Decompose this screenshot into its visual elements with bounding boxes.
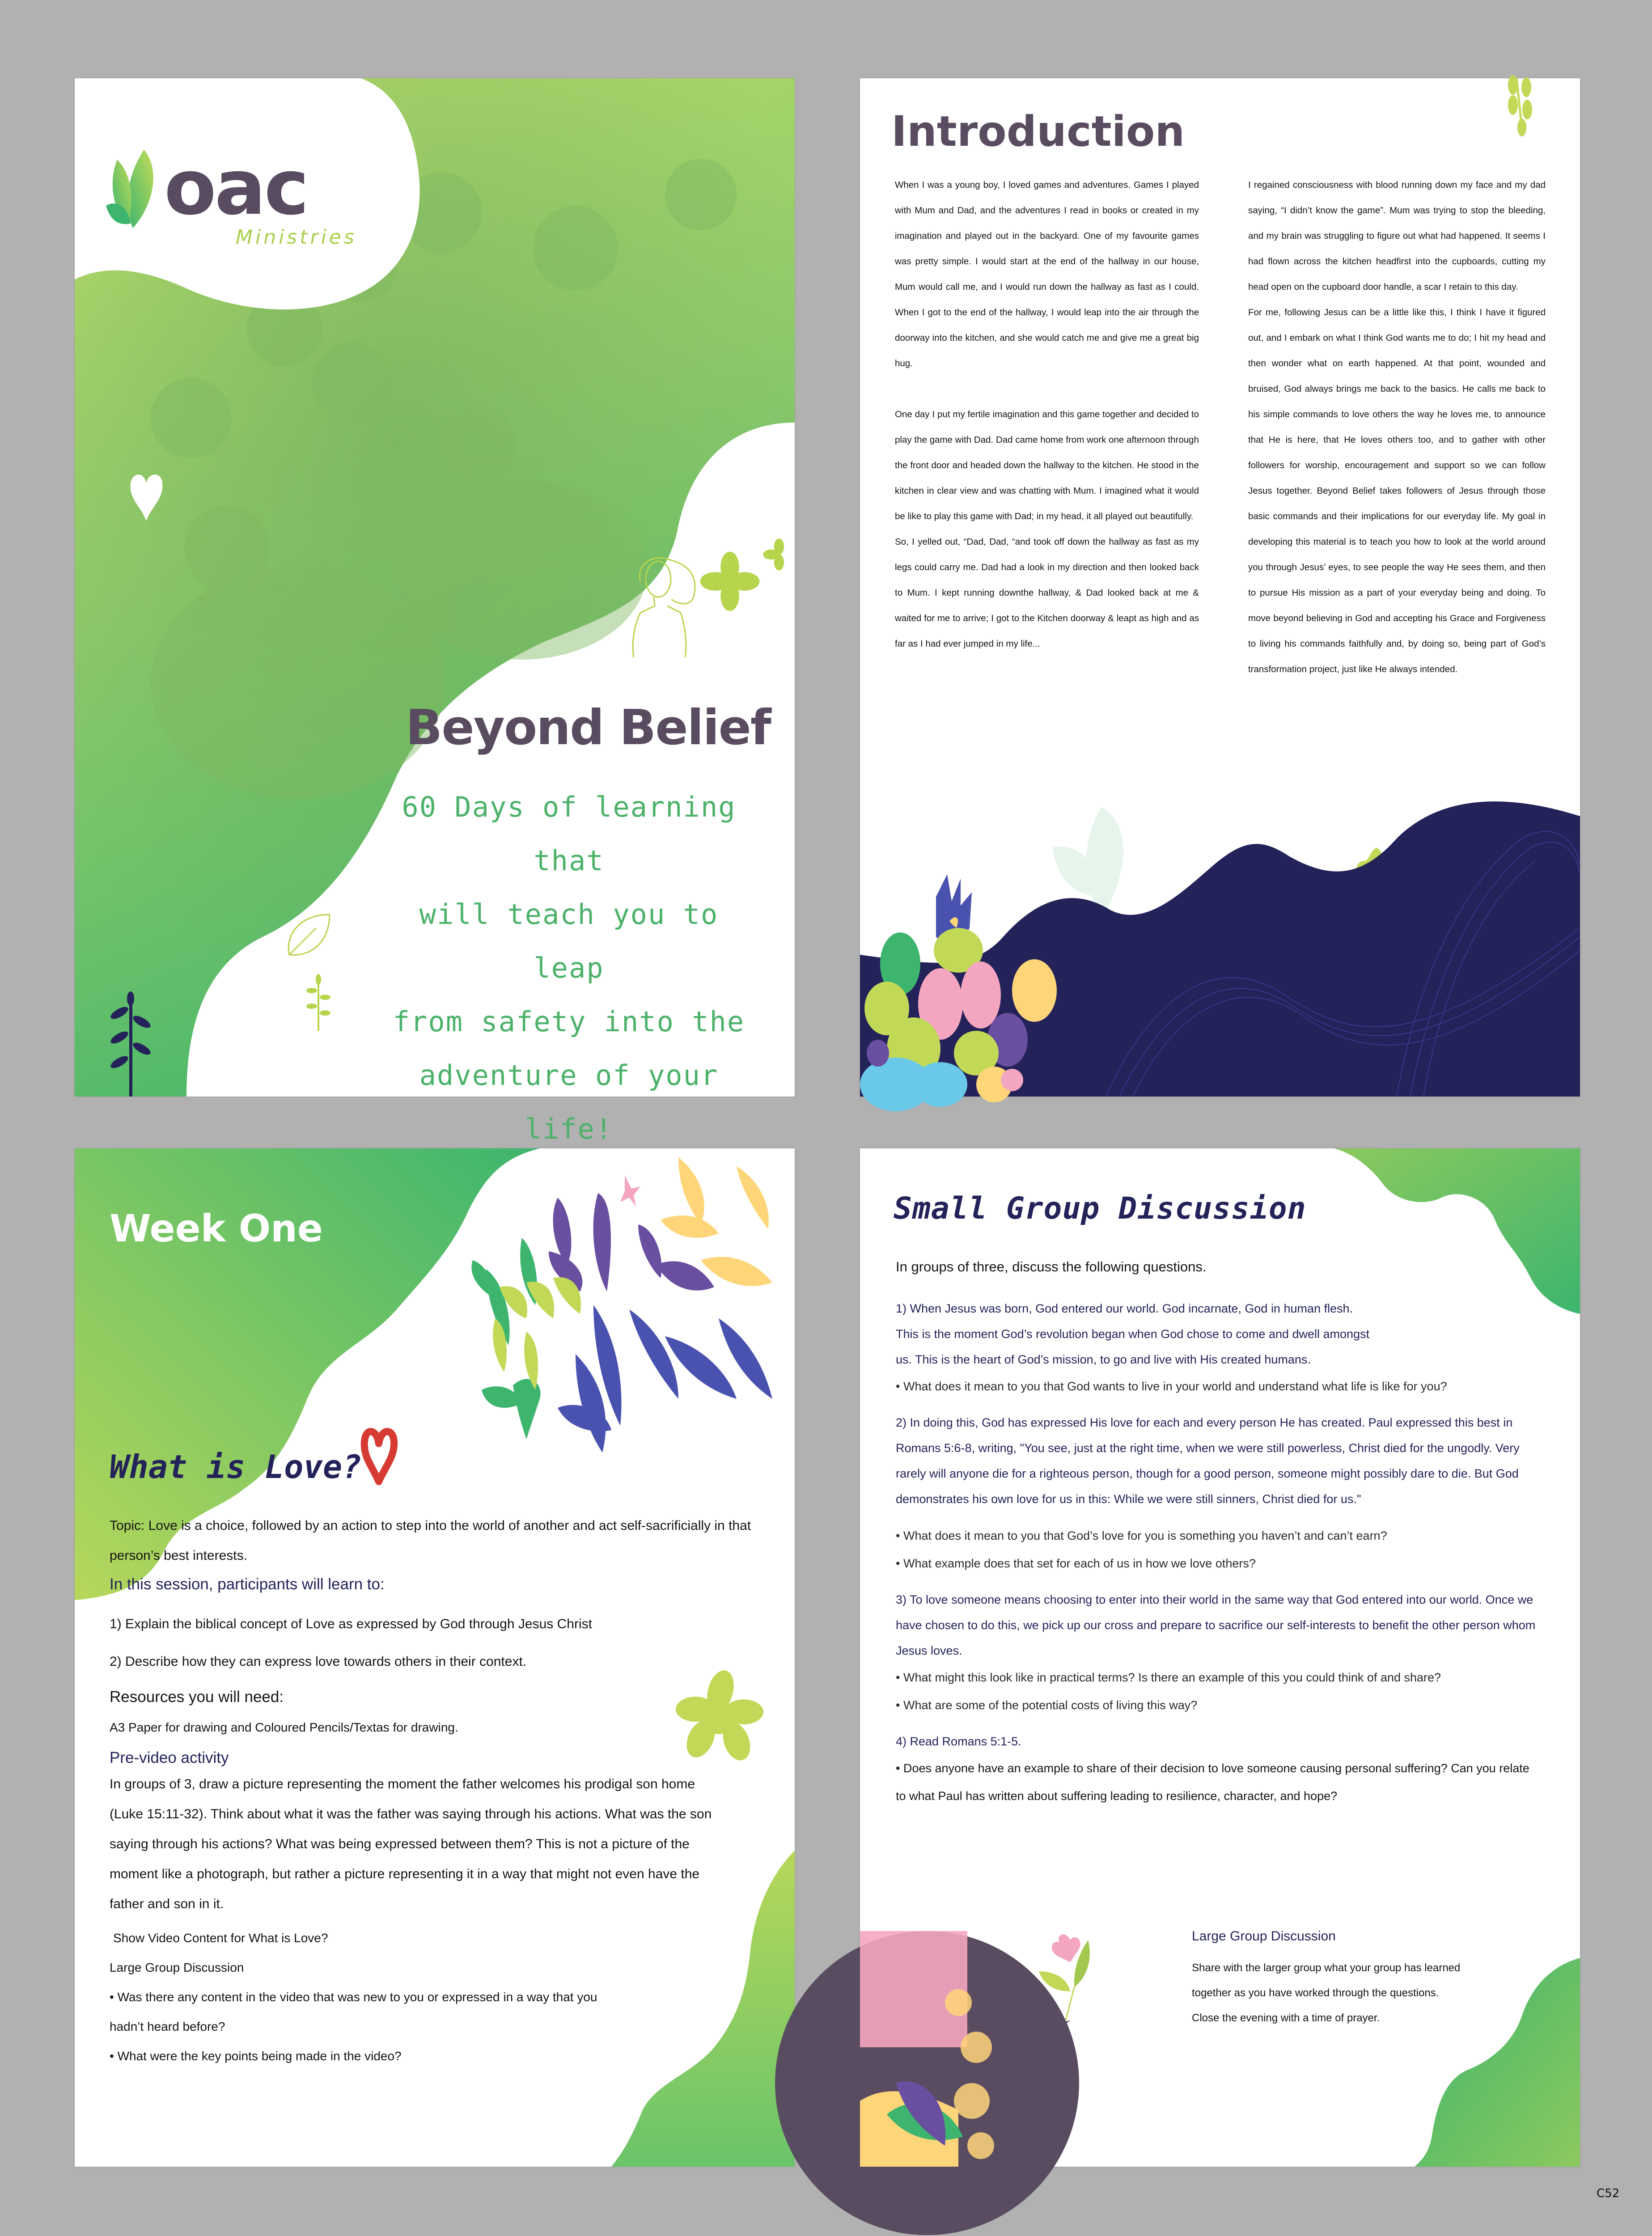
large-group-heading: Large Group Discussion (110, 1961, 244, 1974)
question-bullet: • What example does that set for each of us in how we love others? (896, 1557, 1256, 1570)
logo-wordmark: oac (164, 144, 308, 232)
flower-icon (763, 539, 795, 570)
paragraph: One day I put my fertile imagination and this game together and decided to play the game with Dad. Dad came home from work one afternoon through the front door and headed down the hallway to the kitchen. He stood in the kitchen in clear view and was chatting with Mum. I imagined what it would be like to play this game with Dad; in my head, it all played out beautifully. (895, 409, 1199, 521)
question-bullet: • What are some of the potential costs of living this way? (896, 1698, 1198, 1712)
session-title: What is Love? (110, 1448, 362, 1486)
subtitle-line: will teach you to leap (419, 898, 719, 984)
fern-icon (106, 995, 155, 1097)
heart-icon (361, 1426, 397, 1484)
cover-subtitle (383, 780, 754, 1156)
objective-item: 2) Describe how they can express love towards others in their context. (110, 1654, 527, 1669)
discussion-questions (896, 1256, 1540, 1810)
introduction-page (860, 78, 1580, 1097)
person-line-illustration (623, 555, 712, 657)
paragraph: For me, following Jesus can be a little like this, I think I have it figured out, and I embark on what I think God wants me to do; I hit my head and then wonder what on earth happened. At that point, wounded and bruised, God always brings me back to the basics. He calls me back to his simple commands to love others the way he loves me, to announce that He is here, that He loves others too, and to gather with other followers for worship, encouragement and support so we can follow Jesus together. Beyond Belief takes followers of Jesus through those basic commands and their implications for our everyday life. My goal in developing this material is to teach you how to look at the world around you through Jesus’ eyes, to see people the way He sees them, and then to pursue His mission as a part of your everyday being and doing. To move beyond believing in God and accepting his Grace and Forgiveness to living his commands faithfully and, by doing so, being part of God’s transformation project, just like He always intended. (1248, 307, 1546, 674)
topic-text: Topic: Love is a choice, followed by an action to step into the world of another and act self-sacrificially in that person’s best interests. (110, 1518, 751, 1563)
colorful-people-illustration (860, 874, 1048, 1097)
show-video-text: Show Video Content for What is Love? (113, 1931, 328, 1945)
discussion-question: • What were the key points being made in the video? (110, 2049, 402, 2063)
cover-page (75, 78, 795, 1145)
question-2: 2) In doing this, God has expressed His love for each and every person He has created. Paul expressed this best in Romans 5:6-8, writing, "You see, just at the right time, when we were still powerless, Christ died for the ungodly. Very rarely will anyone die for a righteous person, though for a good person, someone might possibly dare to die. But God demonstrates his own love for us in this: While we were still sinners, Christ died for us." (896, 1416, 1520, 1506)
resources-heading: Resources you will need: (110, 1688, 284, 1706)
subtitle-line: adventure of your (419, 1059, 719, 1092)
bird-illustration (860, 1913, 1110, 2167)
objective-item: 1) Explain the biblical concept of Love as expressed by God through Jesus Christ (110, 1617, 592, 1631)
question-1: 1) When Jesus was born, God entered our world. God incarnate, God in human flesh. This is the moment God’s revolution began when God chose to come and dwell amongst us. This is the heart of God’s mission, to go and live with His created humans. (896, 1302, 1370, 1366)
leaf-outline-icon (285, 910, 334, 959)
subtitle-line: 60 Days of learning that (402, 791, 736, 877)
logo-tagline: Ministries (236, 226, 357, 249)
cover-title: Beyond Belief (406, 700, 771, 756)
paragraph: I regained consciousness with blood running down my face and my dad saying, “I didn’t know the game”. Mum was trying to stop the bleeding, and my brain was struggling to figure out what had happened. It seems I had flown across the kitchen headfirst into the cupboards, cutting my head open on the cupboard door handle, a scar I retain to this day. (1248, 180, 1546, 292)
subtitle-line: from safety into the (393, 1005, 745, 1038)
paragraph: When I was a young boy, I loved games and adventures. Games I played with Mum and Dad, and the adventures I read in books or created in my imagination and played out in the backyard. One of my favourite games was pretty simple. I would start at the end of the hallway in our house, Mum would call me, and I would run down the hallway as fast as I could. When I got to the end of the hallway, I would leap into the air through the doorway into the kitchen, and she would catch me and give me a great big hug. (895, 180, 1199, 368)
text-line: Share with the larger group what your group has learned (1192, 1962, 1461, 1974)
question-3: 3) To love someone means choosing to enter into their world in the same way that God entered into our world. Once we have chosen to do this, we pick up our cross and prepare to sacrifice our self-interests to benefit the other person whom Jesus loves. (896, 1593, 1536, 1657)
paragraph: So, I yelled out, “Dad, Dad, “and took off down the hallway as fast as my legs could carry me. Dad had a look in my direction and then looked back to Mum. I kept running downthe hallway, & Dad looked back at me & waited for me to arrive; I got to the Kitchen doorway & leapt as high and as far as I had ever jumped in my life... (895, 537, 1199, 649)
botanical-illustration (468, 1148, 795, 1461)
large-group-text (1192, 1956, 1505, 2031)
oac-logo (106, 145, 356, 262)
sprig-icon (305, 973, 332, 1031)
discussion-question: • Was there any content in the video that was new to you or expressed in a way that you hadn’t heard before? (110, 1990, 597, 2033)
text-line: together as you have worked through the questions. (1192, 1987, 1439, 1999)
pre-video-heading: Pre-video activity (110, 1749, 229, 1766)
heart-icon (128, 472, 164, 521)
question-bullet: • What does it mean to you that God wants to live in your world and understand what life is like for you? (896, 1380, 1447, 1393)
spread-label: C52 (1597, 2187, 1620, 2200)
session-content (110, 1511, 758, 2071)
question-bullet: • What does it mean to you that God’s love for you is something you haven’t and can’t earn? (896, 1529, 1387, 1542)
question-bullet: • What might this look like in practical terms? Is there an example of this you could think of and share? (896, 1671, 1441, 1684)
resources-text: A3 Paper for drawing and Coloured Pencils/Textas for drawing. (110, 1720, 458, 1734)
week-banner-title: Week One (110, 1207, 323, 1250)
large-group-heading: Large Group Discussion (1192, 1929, 1336, 1944)
subtitle-line: life! (525, 1113, 613, 1145)
learn-heading: In this session, participants will learn to: (110, 1575, 385, 1593)
page-title: Introduction (891, 107, 1185, 156)
small-group-page (860, 1148, 1580, 2167)
week-one-page (75, 1148, 795, 2167)
text-line: Close the evening with a time of prayer. (1192, 2012, 1380, 2024)
question-bullet: • Does anyone have an example to share of their decision to love someone causing personal suffering? Can you relate to what Paul has written about suffering leading to resilience, character, and hope? (896, 1762, 1529, 1803)
leaf-icon (106, 150, 160, 235)
intro-text: In groups of three, discuss the following questions. (896, 1259, 1207, 1275)
question-4: 4) Read Romans 5:1-5. (896, 1735, 1021, 1748)
page-title: Small Group Discussion (894, 1191, 1306, 1226)
pre-video-text: In groups of 3, draw a picture representing the moment the father welcomes his prodigal son home (Luke 15:11-32). Think about what it was the father was saying through his actions. What was the son saying through his actions? What was being expressed between them? This is not a picture of the moment like a photograph, but rather a picture representing it in a way that might not even have the father and son in it. (110, 1777, 712, 1911)
